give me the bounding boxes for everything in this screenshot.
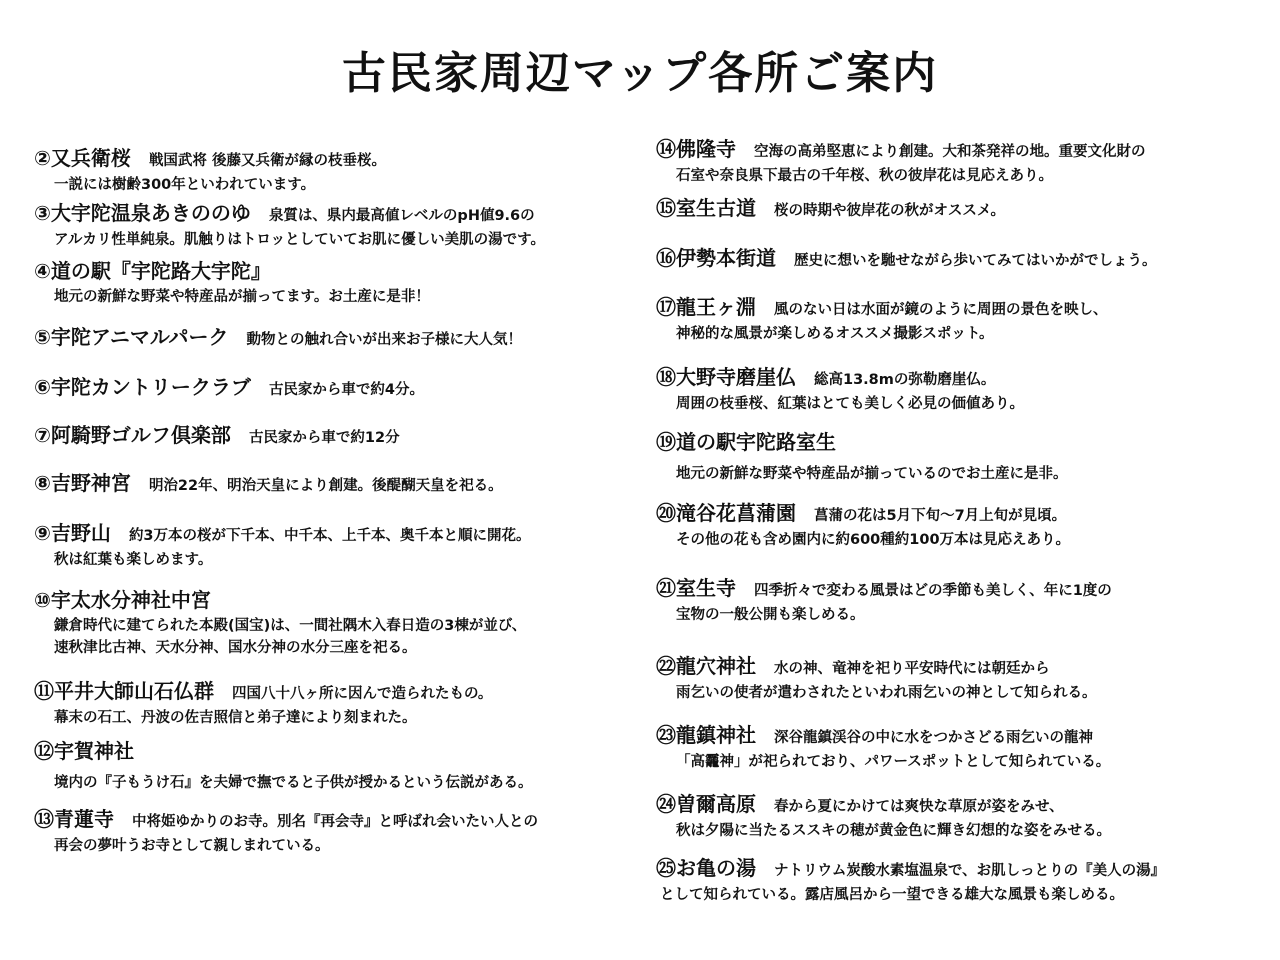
spot-name: ⑭佛隆寺 — [656, 137, 736, 161]
spot-22 — [656, 653, 1097, 704]
spot-05 — [34, 324, 522, 353]
spot-name: ⑲道の駅宇陀路室生 — [656, 430, 836, 454]
spot-name: ④道の駅『宇陀路大宇陀』 — [34, 259, 271, 283]
spot-desc: 約3万本の桜が下千本、中千本、上千本、奥千本と順に開花。 — [128, 528, 531, 544]
spot-name: ⑮室生古道 — [656, 196, 756, 220]
spot-desc: 泉質は、県内最高値レベルのpH値9.6の — [268, 208, 535, 224]
spot-name: ⑨吉野山 — [34, 521, 111, 545]
spot-desc: 古民家から車で約12分 — [248, 430, 400, 446]
spot-desc: 動物との触れ合いが出来お子様に大人気！ — [246, 332, 523, 348]
spot-desc-line2: 雨乞いの使者が遣わされたといわれ雨乞いの神として知られる。 — [676, 685, 1097, 701]
spot-25 — [656, 855, 1165, 906]
spot-desc-line2: アルカリ性単純泉。肌触りはトロッとしていてお肌に優しい美肌の湯です。 — [54, 232, 545, 248]
spot-name: ⑤宇陀アニマルパーク — [34, 325, 229, 349]
spot-desc-line2: として知られている。露店風呂から一望できる雄大な風景も楽しめる。 — [660, 887, 1124, 903]
spot-name: ㉓龍鎮神社 — [656, 723, 756, 747]
spot-desc-line2: 秋は紅葉も楽しめます。 — [54, 552, 213, 568]
spot-desc-line2: 「高龗神」が祀られており、パワースポットとして知られている。 — [676, 754, 1111, 770]
spot-desc: 深谷龍鎮渓谷の中に水をつかさどる雨乞いの龍神 — [774, 730, 1093, 746]
spot-15 — [656, 195, 1005, 224]
spot-24 — [656, 791, 1111, 842]
spot-desc: 空海の高弟堅恵により創建。大和茶発祥の地。重要文化財の — [754, 144, 1146, 160]
spot-desc: ナトリウム炭酸水素塩温泉で、お肌しっとりの『美人の湯』 — [774, 863, 1166, 879]
spot-08 — [34, 470, 503, 499]
spot-name: ⑫宇賀神社 — [34, 739, 134, 763]
spot-desc: 桜の時期や彼岸花の秋がオススメ。 — [774, 203, 1005, 219]
spot-desc: 中将姫ゆかりのお寺。別名『再会寺』と呼ばれ会いたい人との — [132, 814, 538, 830]
spot-desc: 春から夏にかけては爽快な草原が姿をみせ、 — [774, 799, 1064, 815]
spot-desc-line2: 神秘的な風景が楽しめるオススメ撮影スポット。 — [676, 326, 994, 342]
spot-desc: 戦国武将 後藤又兵衛が縁の枝垂桜。 — [148, 153, 386, 169]
spot-06 — [34, 374, 424, 403]
spot-desc: 四季折々で変わる風景はどの季節も美しく、年に1度の — [754, 583, 1112, 599]
spot-23 — [656, 722, 1110, 773]
spot-desc: 四国八十八ヶ所に因んで造られたもの。 — [232, 686, 493, 702]
spot-name: ⑯伊勢本街道 — [656, 246, 776, 270]
spot-desc: 古民家から車で約4分。 — [268, 382, 425, 398]
spot-name: ⑬青蓮寺 — [34, 807, 114, 831]
spot-04 — [34, 258, 430, 308]
spot-name: ⑩宇太水分神社中宮 — [34, 588, 211, 612]
spot-12 — [34, 738, 533, 794]
spot-desc-line2: 秋は夕陽に当たるススキの穂が黄金色に輝き幻想的な姿をみせる。 — [676, 823, 1111, 839]
spot-desc-line2: 石室や奈良県下最古の千年桜、秋の彼岸花は見応えあり。 — [676, 168, 1053, 184]
spot-desc-line2: 地元の新鮮な野菜や特産品が揃ってます。お土産に是非！ — [54, 289, 430, 305]
spot-desc: 菖蒲の花は5月下旬〜7月上旬が見頃。 — [814, 508, 1067, 524]
spot-desc: 歴史に想いを馳せながら歩いてみてはいかがでしょう。 — [794, 253, 1157, 269]
spot-name: ②又兵衛桜 — [34, 146, 131, 170]
spot-13 — [34, 806, 538, 857]
spot-desc-line3: 速秋津比古神、天水分神、国水分神の水分三座を祀る。 — [54, 640, 417, 656]
spot-11 — [34, 678, 492, 729]
spot-17 — [656, 294, 1108, 345]
spot-21 — [656, 575, 1112, 626]
spot-name: ⑧吉野神宮 — [34, 471, 131, 495]
spot-name: ㉒龍穴神社 — [656, 654, 756, 678]
spot-name: ③大宇陀温泉あきののゆ — [34, 201, 251, 225]
spot-14 — [656, 136, 1146, 187]
spot-name: ⑦阿騎野ゴルフ倶楽部 — [34, 423, 231, 447]
spot-name: ⑱大野寺磨崖仏 — [656, 365, 796, 389]
spot-desc-line2: 幕末の石工、丹波の佐吉照信と弟子達により刻まれた。 — [54, 710, 417, 726]
spot-name: ㉑室生寺 — [656, 576, 736, 600]
spot-desc: 風のない日は水面が鏡のように周囲の景色を映し、 — [774, 302, 1108, 318]
spot-desc-line2: 一説には樹齢300年といわれています。 — [54, 177, 316, 193]
spot-19 — [656, 429, 1068, 485]
spot-desc: 水の神、竜神を祀り平安時代には朝廷から — [774, 661, 1050, 677]
spot-desc-line2: 境内の『子もうけ石』を夫婦で撫でると子供が授かるという伝説がある。 — [54, 775, 533, 791]
spot-02 — [34, 145, 386, 196]
page-title: 古民家周辺マップ各所ご案内 — [341, 48, 939, 99]
spot-16 — [656, 245, 1157, 274]
spot-desc: 明治22年、明治天皇により創建。後醍醐天皇を祀る。 — [148, 478, 503, 494]
spot-03 — [34, 200, 545, 251]
spot-09 — [34, 520, 531, 571]
spot-name: ㉕お亀の湯 — [656, 856, 756, 880]
spot-desc-line2: 宝物の一般公開も楽しめる。 — [676, 607, 865, 623]
spot-desc-line2: 鎌倉時代に建てられた本殿(国宝)は、一間社隅木入春日造の3棟が並び、 — [54, 618, 527, 634]
spot-name: ⑰龍王ヶ淵 — [656, 295, 756, 319]
spot-name: ㉔曽爾高原 — [656, 792, 756, 816]
spot-name: ⑪平井大師山石仏群 — [34, 679, 214, 703]
spot-desc-line2: その他の花も含め園内に約600種約100万本は見応えあり。 — [676, 532, 1071, 548]
spot-20 — [656, 500, 1070, 551]
spot-07 — [34, 422, 400, 451]
spot-name: ⑳滝谷花菖蒲園 — [656, 501, 796, 525]
spot-name: ⑥宇陀カントリークラブ — [34, 375, 251, 399]
spot-18 — [656, 364, 1024, 415]
spot-10 — [34, 587, 526, 659]
spot-desc-line2: 再会の夢叶うお寺として親しまれている。 — [54, 838, 330, 854]
spot-desc-line2: 地元の新鮮な野菜や特産品が揃っているのでお土産に是非。 — [676, 466, 1068, 482]
spot-desc: 総高13.8mの弥勒磨崖仏。 — [814, 372, 996, 388]
spot-desc-line2: 周囲の枝垂桜、紅葉はとても美しく必見の価値あり。 — [676, 396, 1024, 412]
